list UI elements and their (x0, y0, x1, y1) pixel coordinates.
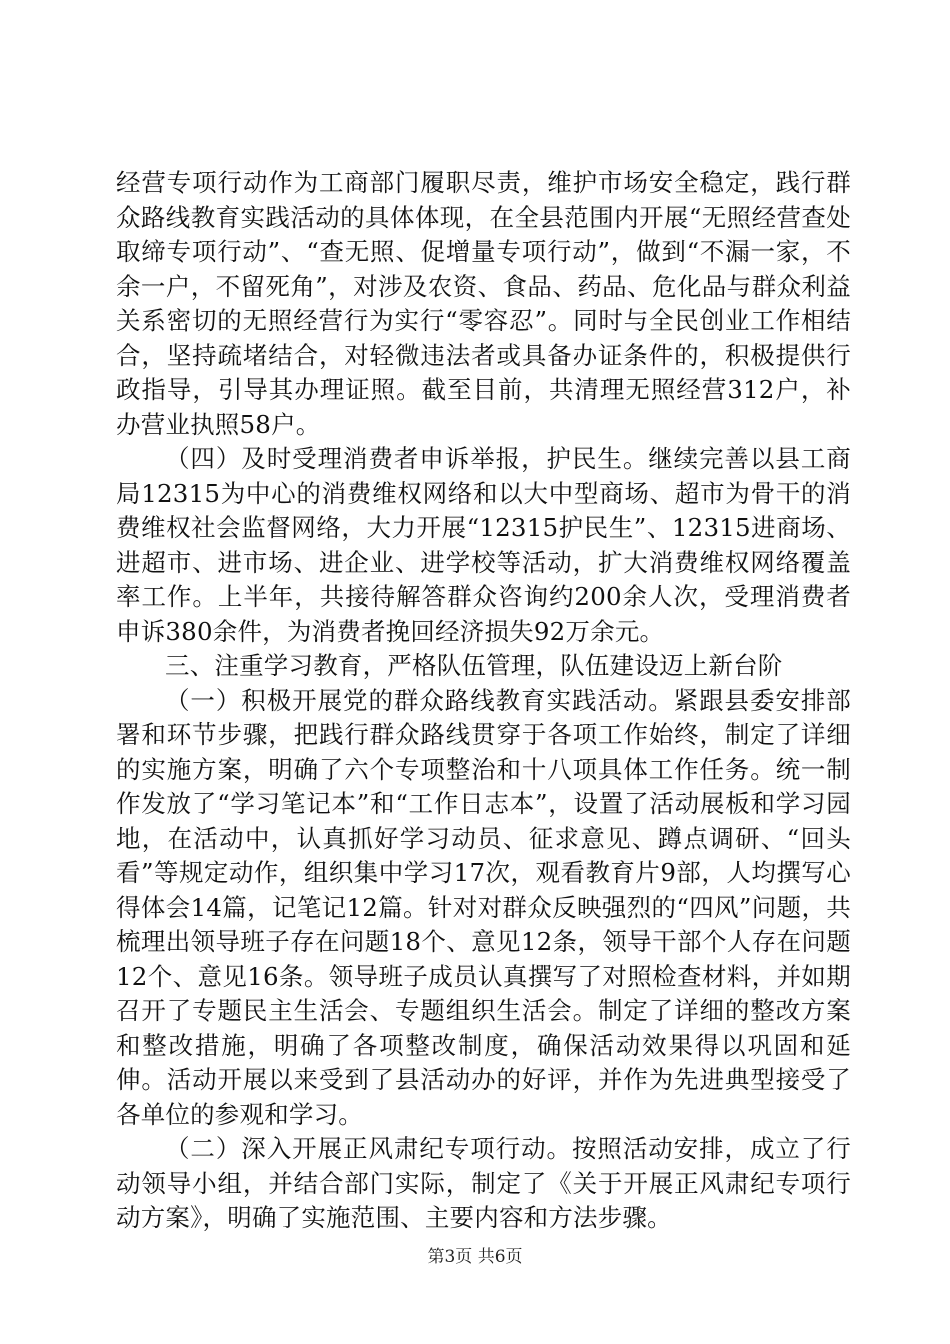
paragraph-consumer-complaints: （四）及时受理消费者申诉举报，护民生。继续完善以县工商局12315为中心的消费维权网络和以大中型商场、超市为骨干的消费维权社会监督网络，大力开展“12315护民生”、12315进商场、进超市、进市场、进企业、进学校等活动，扩大消费维权网络覆盖率工作。上半年，共接待解答群众咨询约200余人次，受理消费者申诉380余件，为消费者挽回经济损失92万余元。 (116, 444, 851, 646)
paragraph-mass-line-campaign: （一）积极开展党的群众路线教育实践活动。紧跟县委安排部署和环节步骤，把践行群众路线贯穿于各项工作始终，制定了详细的实施方案，明确了六个专项整治和十八项具体工作任务。统一制作发放了“学习笔记本”和“工作日志本”，设置了活动展板和学习园地，在活动中，认真抓好学习动员、征求意见、蹲点调研、“回头看”等规定动作，组织集中学习17次，观看教育片9部，人均撰写心得体会14篇，记笔记12篇。针对对群众反映强烈的“四风”问题，共梳理出领导班子存在问题18个、意见12条，领导干部个人存在问题12个、意见16条。领导班子成员认真撰写了对照检查材料，并如期召开了专题民主生活会、专题组织生活会。制定了详细的整改方案和整改措施，明确了各项整改制度，确保活动效果得以巩固和延伸。活动开展以来受到了县活动办的好评，并作为先进典型接受了各单位的参观和学习。 (116, 685, 851, 1129)
document-body (116, 166, 851, 1236)
page-footer: 第3页 共6页 (427, 1247, 523, 1267)
section-heading-three: 三、注重学习教育，严格队伍管理，队伍建设迈上新台阶 (165, 651, 783, 680)
paragraph-continuation: 经营专项行动作为工商部门履职尽责，维护市场安全稳定，践行群众路线教育实践活动的具体体现，在全县范围内开展“无照经营查处取缔专项行动”、“查无照、促增量专项行动”，做到“不漏一家，不余一户，不留死角”，对涉及农资、食品、药品、危化品与群众利益关系密切的无照经营行为实行“零容忍”。同时与全民创业工作相结合，坚持疏堵结合，对轻微违法者或具备办证条件的，积极提供行政指导，引导其办理证照。截至目前，共清理无照经营312户，补办营业执照58户。 (116, 168, 851, 439)
paragraph-discipline-campaign: （二）深入开展正风肃纪专项行动。按照活动安排，成立了行动领导小组，并结合部门实际，制定了《关于开展正风肃纪专项行动方案》，明确了实施范围、主要内容和方法步骤。 (116, 1134, 851, 1232)
